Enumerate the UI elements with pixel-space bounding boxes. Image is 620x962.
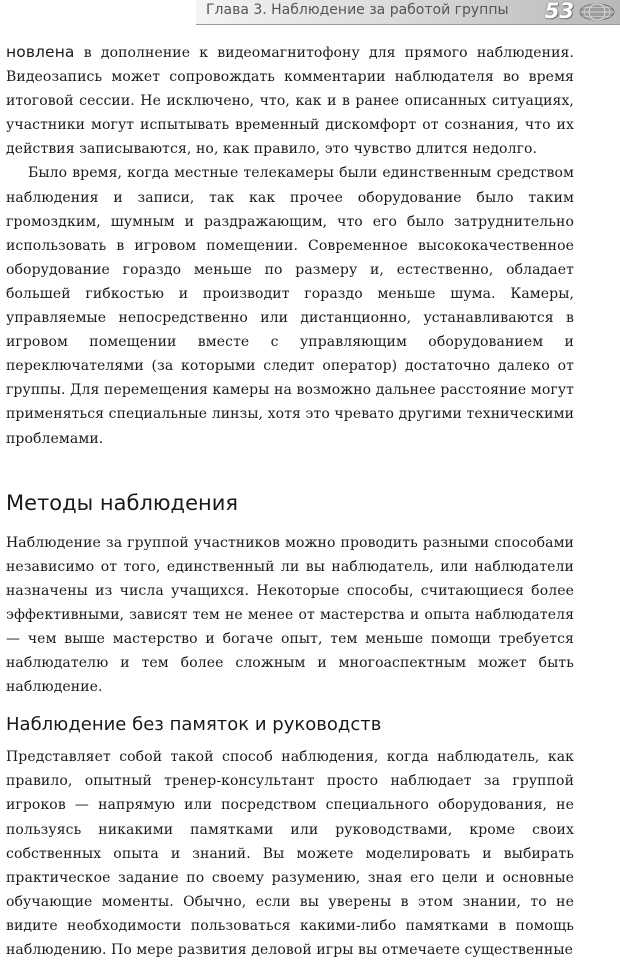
page-number: 53 xyxy=(544,0,574,23)
section-heading: Методы наблюдения xyxy=(6,490,238,515)
continuation-paragraph xyxy=(6,40,574,161)
body-paragraph: Было время, когда местные телекамеры были единственным средством наблюдения и записи, так как прочее оборудование было таким громоздким, шумным и раздражающим, что его было затруднительно использовать в игровом помещении. Современное высококачественное оборудование гораздо меньше по размеру и, естественно, обладает большей гибкостью и производит гораздо меньше шума. Камеры, управляемые непосредственно или дистанционно, устанавливаются в игровом помещении вместе с управляющим оборудованием и переключателями (за которыми следит оператор) достаточно далеко от группы. Для перемещения камеры на возможно дальнее расстояние могут применяться специальные линзы, хотя это чревато другими техническими проблемами. xyxy=(6,165,574,447)
continuation-lead-word: новлена xyxy=(6,43,75,61)
subsection-paragraph: Представляет собой такой способ наблюдения, когда наблюдатель, как правило, опытный тренер-консультант просто наблюдает за группой игроков — напрямую или посредством специального оборудования, не пользуясь никакими памятками или руководствами, кроме своих собственных опыта и знаний. Вы можете моделировать и выбирать практическое задание по своему разумению, зная его цели и основные обучающие моменты. Обычно, если вы уверены в этом знании, то не видите необходимости пользоваться какими-либо памятками в помощь наблюдению. По мере развития деловой игры вы отмечаете существенные xyxy=(6,749,574,958)
chapter-title: Глава 3. Наблюдение за работой группы xyxy=(206,2,509,18)
globe-icon xyxy=(578,3,616,21)
continuation-text: в дополнение к видеомагнитофону для прямого наблюдения. Видеозапись может сопровождать комментарии наблюдателя во время итоговой сессии. Не исключено, что, как и в ранее описанных ситуациях, участники могут испытывать временный дискомфорт от сознания, что их действия записываются, но, как правило, это чувство длится недолго. xyxy=(6,45,574,158)
running-header xyxy=(196,0,620,25)
subsection-heading: Наблюдение без памяток и руководств xyxy=(6,714,382,736)
page-content xyxy=(6,40,574,962)
section-paragraph: Наблюдение за группой участников можно проводить разными способами независимо от того, единственный ли вы наблюдатель, или наблюдатели назначены из числа учащихся. Некоторые способы, считающиеся более эффективными, зависят тем не менее от мастерства и опыта наблюдателя — чем выше мастерство и богаче опыт, тем меньше помощи требуется наблюдателю и тем более сложным и многоаспектным может быть наблюдение. xyxy=(6,534,574,696)
